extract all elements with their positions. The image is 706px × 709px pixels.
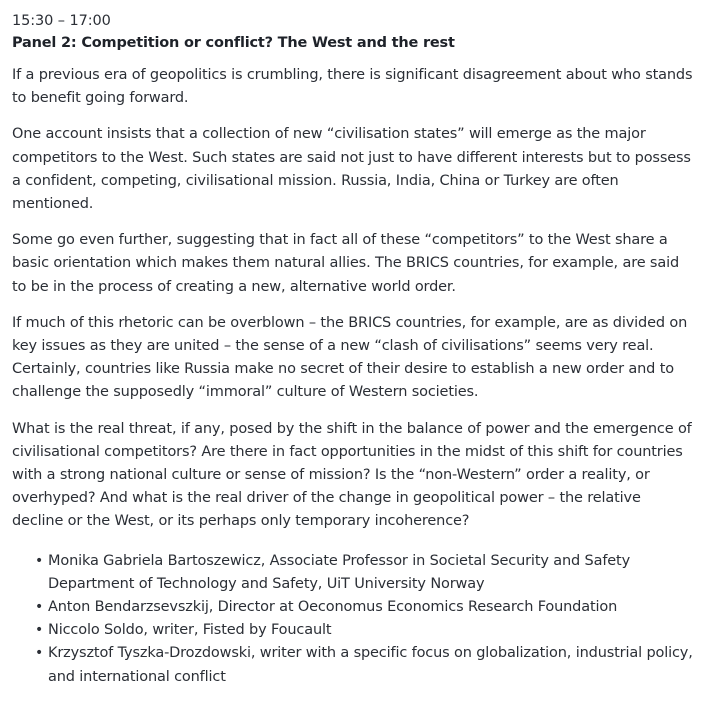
speaker-item [35, 550, 696, 596]
paragraph-3: Some go even further, suggesting that in fact all of these “competitors” to the West share a basic orientation which makes them natural allies. The BRICS countries, for example, are said to be in the process of creating a new, alternative world order. [12, 232, 679, 295]
speaker-text: Anton Bendarzsevszkij, Director at Oeconomus Economics Research Foundation [48, 599, 618, 616]
speaker-item [35, 619, 696, 642]
speaker-item [35, 596, 696, 619]
panel-title: Panel 2: Competition or conflict? The West and the rest [12, 35, 455, 51]
session-time: 15:30 – 17:00 [12, 13, 111, 29]
paragraph-2: One account insists that a collection of new “civilisation states” will emerge as the major competitors to the West. Such states are said not just to have different interests but to possess a confident, competing, civilisational mission. Russia, India, China or Turkey are often mentioned. [12, 126, 691, 213]
bullet-icon: • [35, 599, 44, 616]
bullet-icon: • [35, 622, 44, 639]
speaker-text: Krzysztof Tyszka-Drozdowski, writer with a specific focus on globalization, industrial policy, and international conflict [48, 645, 693, 685]
paragraph-4: If much of this rhetoric can be overblown – the BRICS countries, for example, are as divided on key issues as they are united – the sense of a new “clash of civilisations” seems very real. Certainly, countries like Russia make no secret of their desire to establish a new order and to challenge the supposedly “immoral” culture of Western societies. [12, 314, 688, 401]
bullet-icon: • [35, 645, 44, 662]
speaker-text: Monika Gabriela Bartoszewicz, Associate Professor in Societal Security and Safety Department of Technology and Safety, UiT University Norway [48, 552, 631, 592]
speaker-text: Niccolo Soldo, writer, Fisted by Foucault [48, 622, 332, 639]
paragraph-5: What is the real threat, if any, posed by the shift in the balance of power and the emergence of civilisational competitors? Are there in fact opportunities in the midst of this shift for countries with a strong national culture or sense of mission? Is the “non-Western” order a reality, or overhyped? And what is the real driver of the change in geopolitical power – the relative decline or the West, or its perhaps only temporary incoherence? [12, 420, 692, 530]
paragraph-1: If a previous era of geopolitics is crumbling, there is significant disagreement about who stands to benefit going forward. [12, 67, 693, 107]
speaker-list [12, 550, 696, 689]
bullet-icon: • [35, 552, 44, 569]
speaker-item [35, 642, 696, 688]
